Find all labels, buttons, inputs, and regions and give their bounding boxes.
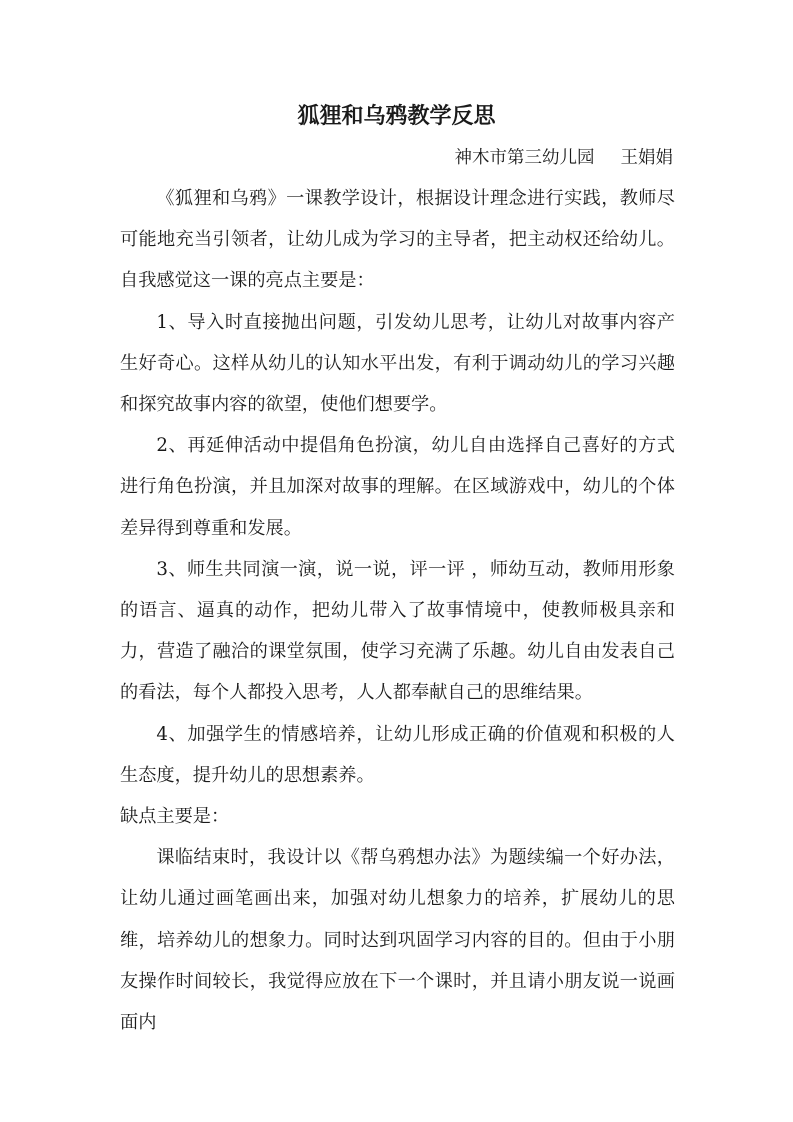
paragraph-point-4: 4、加强学生的情感培养，让幼儿形成正确的价值观和积极的人生态度，提升幼儿的思想素养。 [120, 723, 675, 786]
paragraph-point-1: 1、导入时直接抛出问题，引发幼儿思考，让幼儿对故事内容产生好奇心。这样从幼儿的认知水平出发，有利于调动幼儿的学习兴趣和探究故事内容的欲望，使他们想要学。 [120, 311, 675, 416]
byline [455, 143, 674, 173]
document-body [120, 178, 675, 1043]
paragraph-point-3: 3、师生共同演一演，说一说，评一评 ，师幼互动，教师用形象的语言、逼真的动作，把幼儿带入了故事情境中，使教师极具亲和力，营造了融洽的课堂氛围，使学习充满了乐趣。幼儿自由发表自己的看法，每个人都投入思考，人人都奉献自己的思维结果。 [120, 558, 675, 704]
paragraph-intro: 《狐狸和乌鸦》一课教学设计，根据设计理念进行实践，教师尽可能地充当引领者，让幼儿成为学习的主导者，把主动权还给幼儿。自我感觉这一课的亮点主要是： [120, 188, 675, 292]
document-title: 狐狸和乌鸦教学反思 [297, 103, 496, 129]
paragraph-point-2: 2、再延伸活动中提倡角色扮演，幼儿自由选择自己喜好的方式进行角色扮演，并且加深对故事的理解。在区域游戏中，幼儿的个体差异得到尊重和发展。 [120, 435, 675, 539]
author-name: 王娟娟 [620, 148, 673, 168]
school-name: 神木市第三幼儿园 [454, 148, 595, 168]
paragraph-shortcomings-heading: 缺点主要是： [120, 806, 230, 828]
paragraph-shortcomings: 课临结束时，我设计以《帮乌鸦想办法》为题续编一个好办法，让幼儿通过画笔画出来，加强对幼儿想象力的培养，扩展幼儿的思维，培养幼儿的想象力。同时达到巩固学习内容的目的。但由于小朋友操作时间较长，我觉得应放在下一个课时，并且请小朋友说一说画面内 [120, 847, 675, 1034]
